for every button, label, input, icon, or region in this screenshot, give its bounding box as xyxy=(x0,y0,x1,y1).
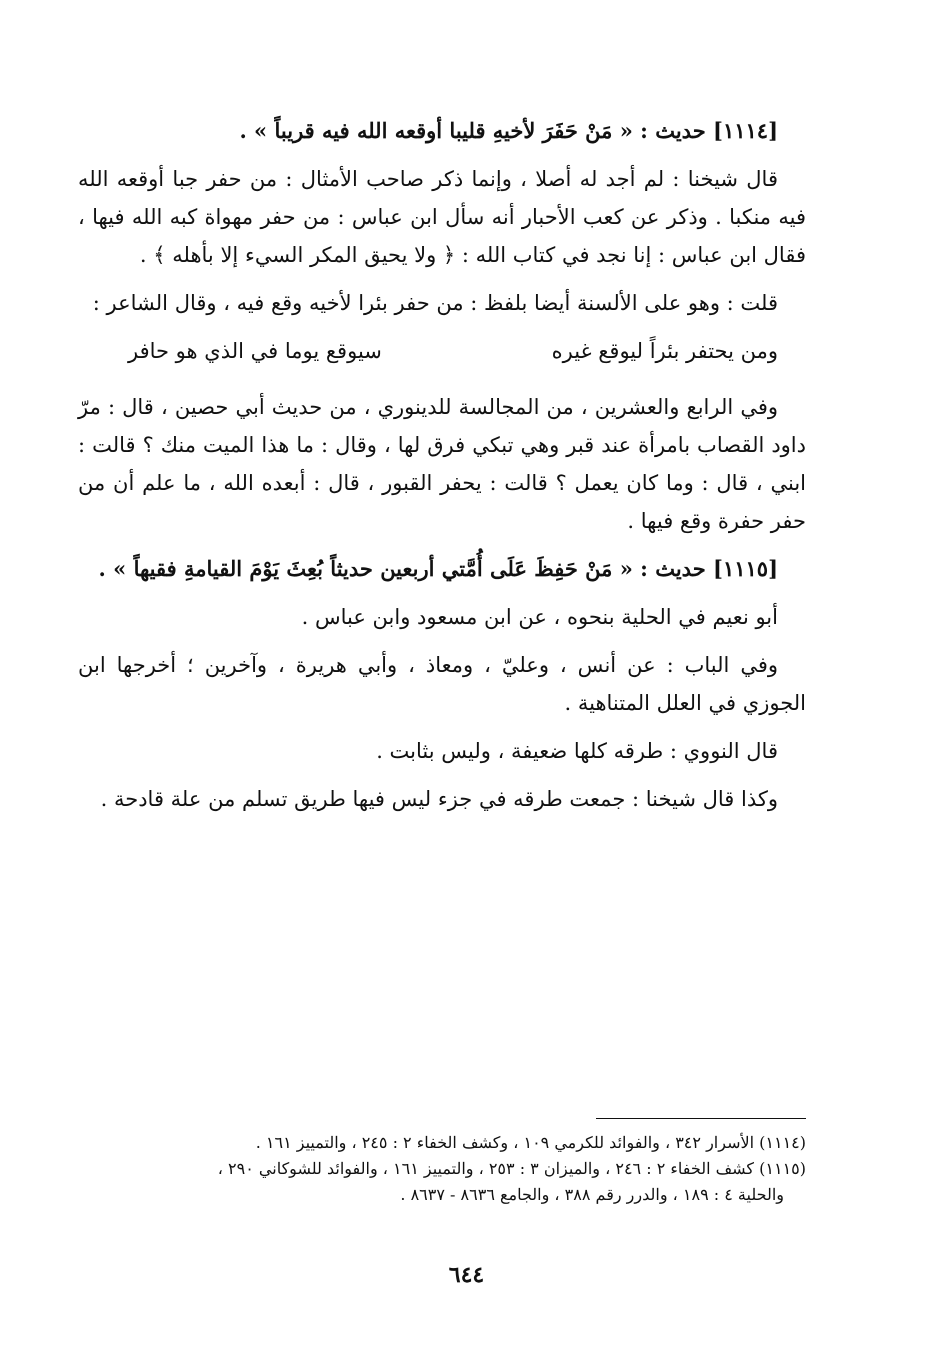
hadith-heading-1114: [١١١٤] حديث : « مَنْ حَفَرَ لأخيهِ قليبا أوقعه الله فيه قريباً » . xyxy=(239,118,778,143)
commentary-paragraph: أبو نعيم في الحلية بنحوه ، عن ابن مسعود وابن عباس . xyxy=(301,605,778,629)
commentary-paragraph: قال النووي : طرقه كلها ضعيفة ، وليس بثابت . xyxy=(376,739,778,763)
footnotes xyxy=(78,1130,806,1208)
hadith-heading-1115: [١١١٥] حديث : « مَنْ حَفِظَ عَلَى أُمَّتي أربعين حديثاً بُعِثَ يَوْمَ القيامةِ فقيهاً » . xyxy=(98,556,778,581)
footnote-separator xyxy=(596,1118,806,1119)
page-body xyxy=(78,112,806,828)
commentary-paragraph: وفي الرابع والعشرين ، من المجالسة للدينوري ، من حديث أبي حصين ، قال : مرّ داود القصاب بامرأة عند قبر وهي تبكي فرق لها ، وقال : ما هذا الميت منك ؟ قالت : ابني ، قال : وما كان يعمل ؟ قالت : يحفر القبور ، قال : أبعده الله ، ما علم أن من حفر حفرة وقع فيها . xyxy=(78,395,806,533)
commentary-paragraph: قال شيخنا : لم أجد له أصلا ، وإنما ذكر صاحب الأمثال : من حفر جبا أوقعه الله فيه منكبا . وذكر عن كعب الأحبار أنه سأل ابن عباس : من حفر مهواة كبه الله فيها ، فقال ابن عباس : إنا نجد في كتاب الله : ﴿ ولا يحيق المكر السيء إلا بأهله ﴾ . xyxy=(78,167,806,267)
commentary-paragraph: قلت : وهو على الألسنة أيضا بلفظ : من حفر بئرا لأخيه وقع فيه ، وقال الشاعر : xyxy=(92,291,778,315)
poetry-verse xyxy=(128,332,778,370)
commentary-paragraph: وفي الباب : عن أنس ، وعليّ ، ومعاذ ، وأبي هريرة ، وآخرين ؛ أخرجها ابن الجوزي في العلل المتناهية . xyxy=(78,653,806,715)
verse-first-hemistich: ومن يحتفر بئراً ليوقع غيره xyxy=(551,339,778,363)
verse-second-hemistich: سيوقع يوما في الذي هو حافر xyxy=(128,339,382,363)
footnote-1115: (١١١٥) كشف الخفاء ٢ : ٢٤٦ ، والميزان ٣ : ٢٥٣ ، والتمييز ١٦١ ، والفوائد للشوكاني ٢٩٠ ، xyxy=(217,1159,806,1178)
footnote-1115-continuation: والحلية ٤ : ١٨٩ ، والدرر رقم ٣٨٨ ، والجامع ٨٦٣٦ - ٨٦٣٧ . xyxy=(400,1185,784,1204)
footnote-1114: (١١١٤) الأسرار ٣٤٢ ، والفوائد للكرمي ١٠٩ ، وكشف الخفاء ٢ : ٢٤٥ ، والتمييز ١٦١ . xyxy=(255,1133,806,1152)
page-number: ٦٤٤ xyxy=(448,1262,485,1288)
commentary-paragraph: وكذا قال شيخنا : جمعت طرقه في جزء ليس فيها طريق تسلم من علة قادحة . xyxy=(100,787,778,811)
